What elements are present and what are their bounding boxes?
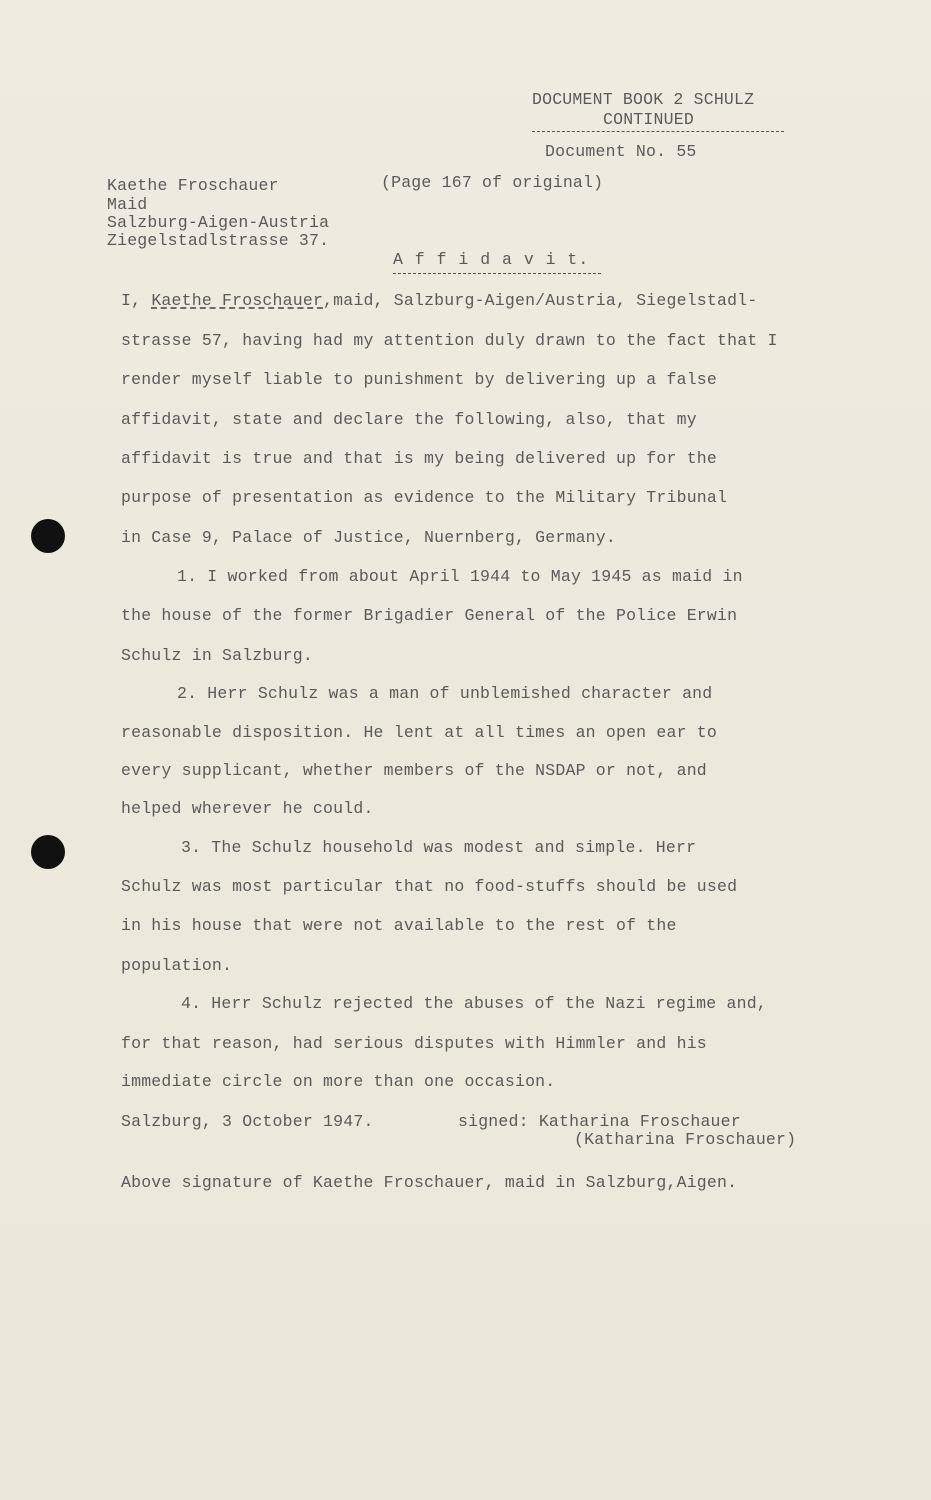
intro-line-1: I, Kaethe Froschauer,maid, Salzburg-Aigen/Austria, Siegelstadl- xyxy=(121,291,758,310)
paragraph-1-line-1: 1. I worked from about April 1944 to May 1945 as maid in xyxy=(177,567,743,586)
intro-line-4: affidavit, state and declare the following, also, that my xyxy=(121,410,697,429)
document-number: Document No. 55 xyxy=(545,142,697,161)
page-reference: (Page 167 of original) xyxy=(381,173,604,192)
attestation-line: Above signature of Kaethe Froschauer, maid in Salzburg,Aigen. xyxy=(121,1173,738,1192)
paragraph-3-line-1: 3. The Schulz household was modest and simple. Herr xyxy=(181,838,697,857)
paragraph-4-line-1: 4. Herr Schulz rejected the abuses of the Nazi regime and, xyxy=(181,994,767,1013)
punch-hole-bottom xyxy=(31,835,65,869)
heading-rule xyxy=(393,273,601,274)
affiant-name: Kaethe Froschauer xyxy=(151,291,324,310)
sender-occupation: Maid xyxy=(107,195,148,214)
affidavit-heading: A f f i d a v i t. xyxy=(393,250,590,269)
signed-line: signed: Katharina Froschauer xyxy=(458,1112,741,1131)
paragraph-4-line-2: for that reason, had serious disputes with Himmler and his xyxy=(121,1034,707,1053)
continued-label: CONTINUED xyxy=(603,110,694,129)
paragraph-1-line-3: Schulz in Salzburg. xyxy=(121,646,313,665)
paragraph-2-line-1: 2. Herr Schulz was a man of unblemished character and xyxy=(177,684,713,703)
intro-line-2: strasse 57, having had my attention duly drawn to the fact that I xyxy=(121,331,778,350)
intro-line-6: purpose of presentation as evidence to the Military Tribunal xyxy=(121,488,728,507)
signature-name: (Katharina Froschauer) xyxy=(574,1130,797,1149)
intro-line-3: render myself liable to punishment by delivering up a false xyxy=(121,370,717,389)
sender-place: Salzburg-Aigen-Austria xyxy=(107,213,330,232)
sender-name: Kaethe Froschauer xyxy=(107,176,279,195)
paragraph-2-line-3: every supplicant, whether members of the NSDAP or not, and xyxy=(121,761,707,780)
sender-street: Ziegelstadlstrasse 37. xyxy=(107,231,330,250)
paragraph-2-line-2: reasonable disposition. He lent at all times an open ear to xyxy=(121,723,717,742)
paragraph-2-line-4: helped wherever he could. xyxy=(121,799,374,818)
paragraph-3-line-4: population. xyxy=(121,956,233,975)
header-rule xyxy=(532,131,784,132)
paragraph-4-line-3: immediate circle on more than one occasion. xyxy=(121,1072,556,1091)
punch-hole-top xyxy=(31,519,65,553)
place-and-date: Salzburg, 3 October 1947. xyxy=(121,1112,374,1131)
intro-line-7: in Case 9, Palace of Justice, Nuernberg, Germany. xyxy=(121,528,616,547)
paragraph-3-line-3: in his house that were not available to the rest of the xyxy=(121,916,677,935)
intro-line-5: affidavit is true and that is my being delivered up for the xyxy=(121,449,717,468)
paragraph-3-line-2: Schulz was most particular that no food-stuffs should be used xyxy=(121,877,738,896)
paragraph-1-line-2: the house of the former Brigadier General of the Police Erwin xyxy=(121,606,738,625)
document-book-title: DOCUMENT BOOK 2 SCHULZ xyxy=(532,90,755,109)
